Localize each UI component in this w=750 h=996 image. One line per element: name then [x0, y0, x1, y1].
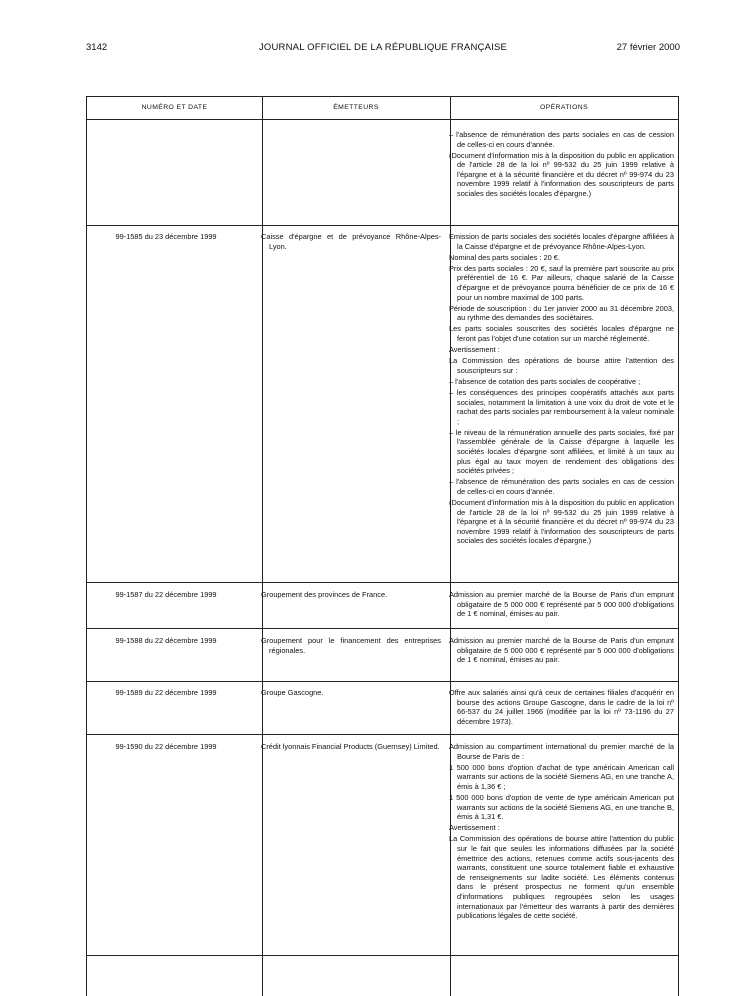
operation-line: 1 500 000 bons d'option d'achat de type américain American call warrants sur actions de la société Siemens AG, en une tranche A, émis à 1,36 € ;: [449, 762, 674, 791]
row-operations: [449, 742, 674, 922]
operation-line: – l'absence de rémunération des parts sociales en cas de cession de celles-ci en cours d'année.: [449, 477, 674, 496]
row-divider: [87, 582, 678, 583]
row-divider: [87, 734, 678, 735]
row-operations: [449, 590, 674, 620]
operations-table: [86, 96, 679, 996]
row-numero: 99-1588 du 22 décembre 1999: [115, 636, 217, 645]
row-emetteur: Groupe Gascogne.: [261, 688, 324, 697]
row-emetteur: Groupement pour le financement des entreprises régionales.: [261, 636, 441, 655]
operation-line: Période de souscription : du 1er janvier 2000 au 31 décembre 2003, au rythme des demandes des sociétaires.: [449, 303, 674, 323]
operation-line: Les parts sociales souscrites des sociétés locales d'épargne ne feront pas l'objet d'une cotation sur un marché réglementé.: [449, 324, 674, 343]
row-numero: 99-1585 du 23 décembre 1999: [115, 232, 217, 241]
row-numero: 99-1589 du 22 décembre 1999: [115, 688, 217, 697]
row-emetteur: Groupement des provinces de France.: [261, 590, 388, 599]
row-divider: [87, 681, 678, 682]
column-header-emetteurs: ÉMETTEURS: [262, 97, 450, 120]
operation-line: La Commission des opérations de bourse attire l'attention du public sur le fait que seules les informations diffusées par la société émettrice des actions, retenues comme actifs sous-jacents des warrants, constituent une source totalement fiable et exhaustive de renseignements sur ladite société. Les éléments contenus dans le présent prospectus ne forment qu'un ensemble d'informations publiques regroupées selon les usages internationaux par l'émetteur des warrants à partir des dernières publications légales de cette société.: [449, 834, 674, 921]
operation-line: – l'absence de rémunération des parts sociales en cas de cession de celles-ci en cours d'année.: [449, 130, 674, 149]
row-numero: 99-1587 du 22 décembre 1999: [115, 590, 217, 599]
operation-line: (Document d'information mis à la disposition du public en application de l'article 28 de la loi nº 99-532 du 25 juin 1999 relative à l'épargne et à la sécurité financière et du décret nº 99-974 du 23 novembre 1999 relatif à l'information des souscripteurs de parts sociales des sociétés locales d'épargne.): [449, 497, 674, 546]
row-operations: [449, 688, 674, 728]
operation-line: – le niveau de la rémunération annuelle des parts sociales, fixé par l'assemblée générale de la Caisse d'épargne à laquelle les sociétés locales d'épargne sont affiliées, et limité à un taux au plus égal au taux moyen de rendement des obligations des sociétés privées ;: [449, 427, 674, 476]
operation-line: Admission au premier marché de la Bourse de Paris d'un emprunt obligataire de 5 000 000 € représenté par 5 000 000 d'obligations de 1 € nominal, émises au pair.: [449, 636, 674, 665]
operation-line: Prix des parts sociales : 20 €, sauf la première part souscrite au prix préférentiel de 16 €. Par ailleurs, chaque salarié de la Caisse d'épargne et de prévoyance pourra bénéficier de ce prix de 16 € pour un nombre maximal de 100 parts.: [449, 263, 674, 302]
row-operations: [449, 636, 674, 666]
row-divider: [87, 225, 678, 226]
column-header-operations: OPÉRATIONS: [450, 97, 678, 120]
operation-line: – l'absence de cotation des parts sociales de coopérative ;: [449, 376, 641, 386]
page-number: 3142: [86, 42, 108, 53]
page-header: [86, 42, 680, 56]
operation-line: Avertissement :: [449, 823, 500, 833]
row-operations: [449, 232, 674, 547]
operation-line: Admission au premier marché de la Bourse de Paris d'un emprunt obligataire de 5 000 000 € représenté par 5 000 000 d'obligations de 1 € nominal, émises au pair.: [449, 590, 674, 619]
operation-line: (Document d'information mis à la disposition du public en application de l'article 28 de la loi nº 99-532 du 25 juin 1999 relative à l'épargne et à la sécurité financière et du décret nº 99-974 du 23 novembre 1999 relatif à l'information des souscripteurs de parts sociales des sociétés locales d'épargne.): [449, 150, 674, 199]
operation-line: Nominal des parts sociales : 20 €.: [449, 252, 560, 262]
row-divider: [87, 955, 678, 956]
issue-date: 27 février 2000: [616, 42, 680, 53]
operation-line: – les conséquences des principes coopératifs attachés aux parts sociales, notamment la limitation à une voix du droit de vote et le rachat des parts sociales par remboursement à la valeur nominale ;: [449, 387, 674, 426]
journal-title: JOURNAL OFFICIEL DE LA RÉPUBLIQUE FRANÇAISE: [258, 42, 508, 53]
operation-line: 1 500 000 bons d'option de vente de type américain American put warrants sur actions de la société Siemens AG, en une tranche B, émis à 1,31 €.: [449, 792, 674, 822]
row-emetteur: Caisse d'épargne et de prévoyance Rhône-Alpes-Lyon.: [261, 232, 441, 251]
table-row-continuation: [449, 130, 674, 200]
operation-line: Avertissement :: [449, 345, 500, 355]
operation-line: Emission de parts sociales des sociétés locales d'épargne affiliées à la Caisse d'épargne et de prévoyance Rhône-Alpes-Lyon.: [449, 232, 674, 251]
operation-line: Admission au compartiment international du premier marché de la Bourse de Paris de :: [449, 742, 674, 761]
row-emetteur: Crédit lyonnais Financial Products (Guernsey) Limited.: [261, 742, 440, 751]
row-divider: [87, 628, 678, 629]
operation-line: Offre aux salariés ainsi qu'à ceux de certaines filiales d'acquérir en bourse des actions Groupe Gascogne, dans le cadre de la loi nº 66-537 du 24 juillet 1966 (modifiée par la loi nº 73-1196 du 27 décembre 1973).: [449, 688, 674, 726]
column-header-numero: NUMÉRO ET DATE: [87, 97, 262, 120]
row-numero: 99-1590 du 22 décembre 1999: [115, 742, 217, 751]
operation-line: La Commission des opérations de bourse attire l'attention des souscripteurs sur :: [449, 356, 674, 375]
